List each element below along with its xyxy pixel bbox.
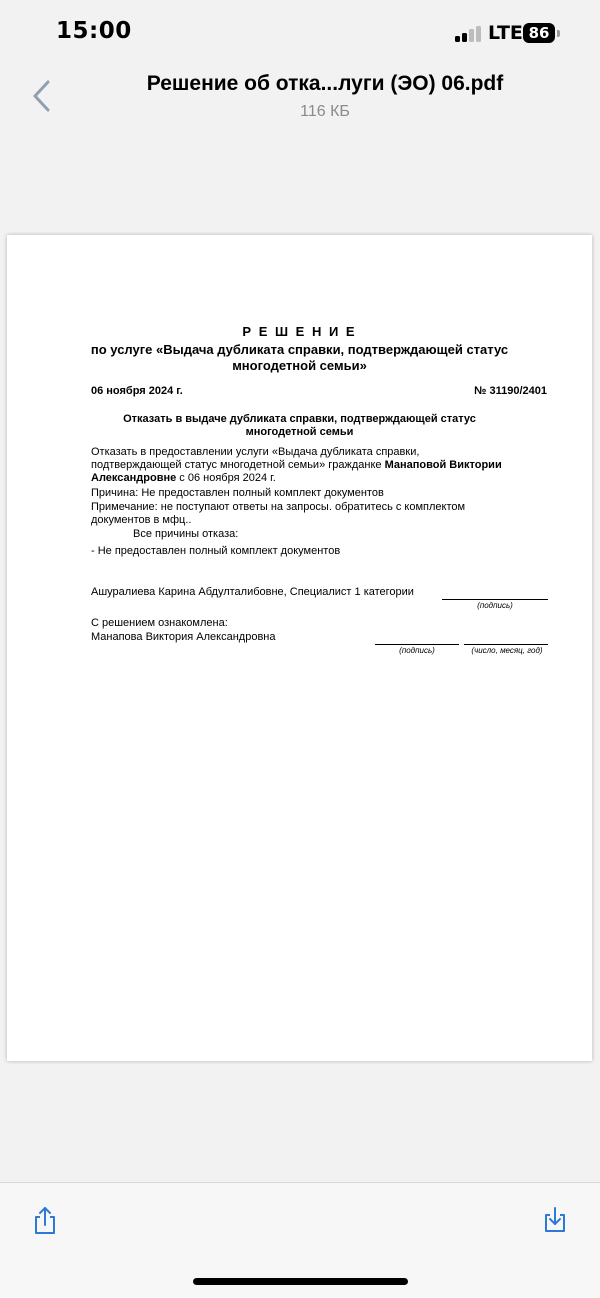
applicant-signature-line — [375, 644, 459, 645]
back-button[interactable] — [28, 78, 58, 114]
specialist-signature-caption: (подпись) — [477, 601, 513, 610]
battery-icon: 86 — [523, 23, 555, 43]
date-line — [464, 644, 548, 645]
document-number: № 31190/2401 — [474, 385, 547, 397]
decision-title-2: многодетной семьи — [245, 426, 354, 438]
all-reasons-label: Все причины отказа: — [133, 528, 239, 540]
applicant-signature-caption: (подпись) — [399, 646, 435, 655]
document-title: Решение об отка...луги (ЭО) 06.pdf — [146, 72, 504, 95]
share-icon — [30, 1205, 60, 1237]
document-subheading-2: многодетной семьи» — [232, 358, 367, 373]
body-line-3 — [91, 472, 276, 485]
applicant-name-part-1: Манаповой Виктории — [384, 459, 502, 471]
network-type: LTE — [488, 22, 523, 44]
acknowledged-label: С решением ознакомлена: — [91, 617, 228, 629]
decision-title-1: Отказать в выдаче дубликата справки, подтверждающей статус — [123, 413, 476, 425]
applicant-name-part-2: Александровне — [91, 472, 177, 484]
save-to-files-button[interactable] — [540, 1205, 570, 1237]
note-line-1: Примечание: не поступают ответы на запросы. обратитесь с комплектом — [91, 501, 466, 513]
cellular-signal-icon — [455, 26, 483, 42]
body-line-2-text: подтверждающей статус многодетной семьи» гражданке — [91, 459, 385, 471]
home-indicator[interactable] — [193, 1278, 408, 1285]
date-caption: (число, месяц, год) — [471, 646, 543, 655]
document-subheading-1: по услуге «Выдача дубликата справки, подтверждающей статус — [90, 342, 509, 357]
body-line-1: Отказать в предоставлении услуги «Выдача дубликата справки, — [91, 446, 420, 458]
document-date: 06 ноября 2024 г. — [91, 385, 183, 397]
body-line-3-text: с 06 ноября 2024 г. — [176, 472, 276, 484]
reason-line: Причина: Не предоставлен полный комплект документов — [91, 487, 384, 499]
battery-tip — [557, 30, 560, 37]
save-to-files-icon — [540, 1205, 570, 1237]
reason-item: - Не предоставлен полный комплект документов — [91, 545, 341, 557]
note-line-2: документов в мфц.. — [91, 514, 192, 526]
share-button[interactable] — [30, 1205, 60, 1237]
pdf-page[interactable] — [7, 235, 592, 1061]
specialist-signature-line — [442, 599, 548, 600]
body-line-2 — [91, 459, 502, 472]
specialist-line: Ашуралиева Карина Абдулталибовне, Специалист 1 категории — [91, 586, 414, 598]
document-heading: Р Е Ш Е Н И Е — [242, 324, 357, 339]
status-time: 15:00 — [56, 18, 132, 44]
document-size: 116 КБ — [300, 103, 350, 120]
chevron-left-icon — [28, 78, 58, 114]
acknowledged-name: Манапова Виктория Александровна — [91, 631, 276, 643]
